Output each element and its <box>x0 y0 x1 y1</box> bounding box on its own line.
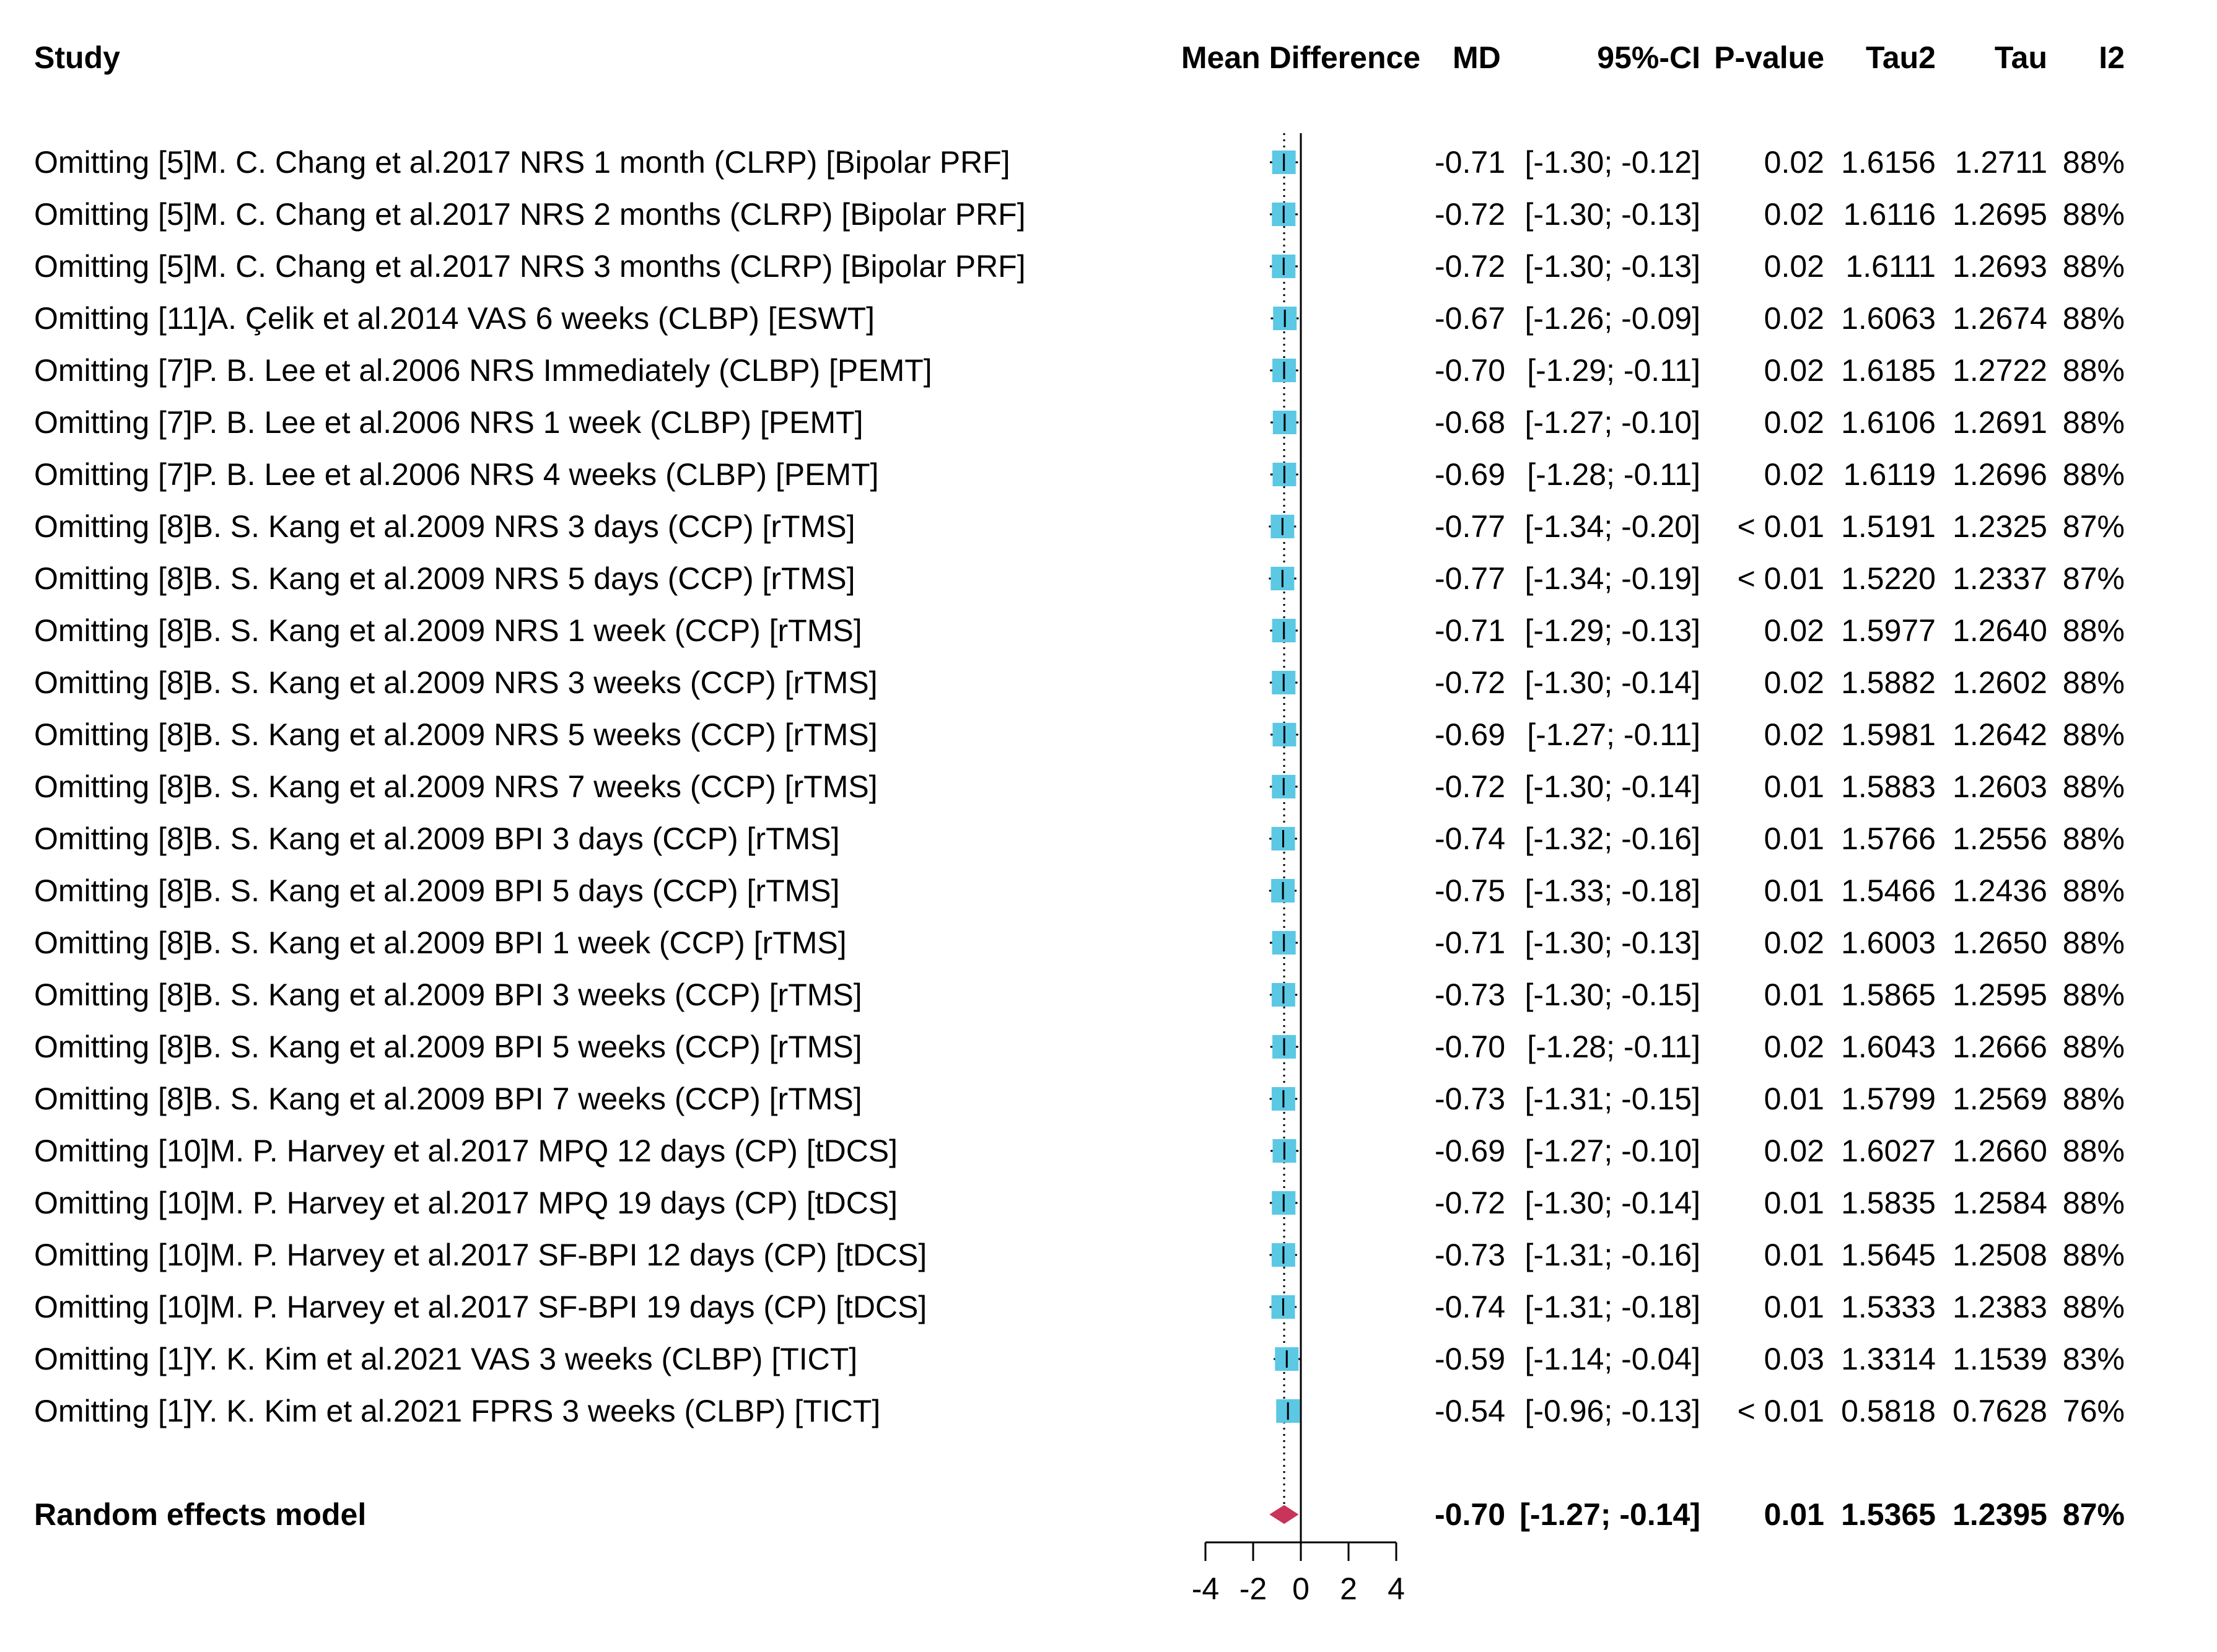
i2-value: 88% <box>2062 1134 2125 1168</box>
table-row <box>34 1394 2125 1428</box>
tau-value: 1.2693 <box>1952 249 2047 284</box>
p-value: 0.02 <box>1764 457 1824 492</box>
table-row <box>34 613 2125 648</box>
study-label: Omitting [8]B. S. Kang et al.2009 BPI 5 days (CCP) [rTMS] <box>34 873 840 908</box>
p-value: 0.01 <box>1764 1186 1824 1220</box>
table-row <box>34 197 2125 232</box>
md-value: -0.54 <box>1435 1394 1505 1428</box>
md-value: -0.72 <box>1435 665 1505 700</box>
tau2-value: 1.5882 <box>1841 665 1936 700</box>
p-value: 0.01 <box>1764 769 1824 804</box>
x-tick-label: 0 <box>1292 1571 1310 1606</box>
ci-value: [-1.27; -0.10] <box>1524 405 1700 440</box>
ci-value: [-1.33; -0.18] <box>1524 873 1700 908</box>
header-study: Study <box>34 40 120 75</box>
tau-value: 1.2711 <box>1954 145 2047 180</box>
summary-md-value: -0.70 <box>1435 1497 1505 1532</box>
md-value: -0.74 <box>1435 821 1505 856</box>
header-tau: Tau <box>1994 40 2047 75</box>
i2-value: 83% <box>2062 1342 2125 1376</box>
p-value: 0.02 <box>1764 717 1824 752</box>
i2-value: 88% <box>2062 1029 2125 1064</box>
p-value: 0.02 <box>1764 145 1824 180</box>
tau-value: 1.2584 <box>1952 1186 2047 1220</box>
x-tick-label: -4 <box>1191 1571 1220 1606</box>
study-label: Omitting [8]B. S. Kang et al.2009 NRS 5 weeks (CCP) [rTMS] <box>34 717 878 752</box>
tau-value: 1.2556 <box>1952 821 2047 856</box>
i2-value: 88% <box>2062 353 2125 388</box>
ci-value: [-1.27; -0.10] <box>1524 1134 1700 1168</box>
md-value: -0.69 <box>1435 457 1505 492</box>
ci-value: [-1.30; -0.14] <box>1524 665 1700 700</box>
table-row <box>34 717 2125 752</box>
ci-value: [-1.30; -0.13] <box>1524 249 1700 284</box>
ci-value: [-1.28; -0.11] <box>1527 1029 1700 1064</box>
i2-value: 88% <box>2062 977 2125 1012</box>
study-label: Omitting [10]M. P. Harvey et al.2017 MPQ 19 days (CP) [tDCS] <box>34 1186 898 1220</box>
table-row <box>34 249 2125 284</box>
study-label: Omitting [8]B. S. Kang et al.2009 BPI 1 week (CCP) [rTMS] <box>34 925 847 960</box>
header-ci: 95%-CI <box>1597 40 1700 75</box>
p-value: 0.02 <box>1764 1029 1824 1064</box>
study-label: Omitting [7]P. B. Lee et al.2006 NRS 4 weeks (CLBP) [PEMT] <box>34 457 879 492</box>
table-row <box>34 145 2125 180</box>
header-i2: I2 <box>2099 40 2125 75</box>
md-value: -0.74 <box>1435 1290 1505 1324</box>
md-value: -0.69 <box>1435 717 1505 752</box>
study-label: Omitting [1]Y. K. Kim et al.2021 VAS 3 weeks (CLBP) [TICT] <box>34 1342 858 1376</box>
tau-value: 1.2695 <box>1952 197 2047 232</box>
tau-value: 1.2640 <box>1952 613 2047 648</box>
ci-value: [-1.14; -0.04] <box>1524 1342 1700 1376</box>
study-label: Omitting [10]M. P. Harvey et al.2017 SF-BPI 19 days (CP) [tDCS] <box>34 1290 927 1324</box>
study-label: Omitting [8]B. S. Kang et al.2009 BPI 5 weeks (CCP) [rTMS] <box>34 1029 862 1064</box>
tau-value: 1.2603 <box>1952 769 2047 804</box>
ci-value: [-1.30; -0.14] <box>1524 1186 1700 1220</box>
ci-value: [-1.30; -0.14] <box>1524 769 1700 804</box>
ci-value: [-1.30; -0.12] <box>1524 145 1700 180</box>
table-row <box>34 301 2125 336</box>
study-label: Omitting [5]M. C. Chang et al.2017 NRS 1 month (CLRP) [Bipolar PRF] <box>34 145 1010 180</box>
p-value: 0.03 <box>1764 1342 1824 1376</box>
md-value: -0.68 <box>1435 405 1505 440</box>
i2-value: 76% <box>2062 1394 2125 1428</box>
x-tick-label: 2 <box>1340 1571 1357 1606</box>
tau2-value: 1.5645 <box>1841 1238 1936 1272</box>
ci-value: [-1.31; -0.16] <box>1524 1238 1700 1272</box>
p-value: 0.01 <box>1764 1290 1824 1324</box>
tau2-value: 1.5466 <box>1841 873 1936 908</box>
header-tau2: Tau2 <box>1866 40 1936 75</box>
study-label: Omitting [11]A. Çelik et al.2014 VAS 6 weeks (CLBP) [ESWT] <box>34 301 875 336</box>
p-value: 0.01 <box>1764 1238 1824 1272</box>
md-value: -0.59 <box>1435 1342 1505 1376</box>
summary-i2-value: 87% <box>2062 1497 2125 1532</box>
tau-value: 1.2337 <box>1952 561 2047 596</box>
study-label: Omitting [7]P. B. Lee et al.2006 NRS 1 week (CLBP) [PEMT] <box>34 405 864 440</box>
study-label: Omitting [8]B. S. Kang et al.2009 NRS 1 week (CCP) [rTMS] <box>34 613 862 648</box>
tau-value: 1.2660 <box>1952 1134 2047 1168</box>
i2-value: 87% <box>2062 509 2125 544</box>
p-value: 0.02 <box>1764 301 1824 336</box>
ci-value: [-1.28; -0.11] <box>1527 457 1700 492</box>
p-value: 0.01 <box>1764 977 1824 1012</box>
i2-value: 88% <box>2062 1186 2125 1220</box>
p-value: 0.02 <box>1764 405 1824 440</box>
table-row <box>34 1290 2125 1324</box>
tau2-value: 1.6027 <box>1841 1134 1936 1168</box>
md-value: -0.70 <box>1435 1029 1505 1064</box>
md-value: -0.73 <box>1435 1238 1505 1272</box>
i2-value: 88% <box>2062 1290 2125 1324</box>
x-axis <box>1192 1542 1405 1606</box>
tau-value: 1.2508 <box>1952 1238 2047 1272</box>
ci-value: [-1.30; -0.13] <box>1524 925 1700 960</box>
md-value: -0.73 <box>1435 1082 1505 1116</box>
tau-value: 1.2325 <box>1952 509 2047 544</box>
tau-value: 1.2642 <box>1952 717 2047 752</box>
i2-value: 88% <box>2062 925 2125 960</box>
p-value: < 0.01 <box>1737 561 1824 596</box>
table-row <box>34 1134 2125 1168</box>
study-label: Omitting [10]M. P. Harvey et al.2017 SF-BPI 12 days (CP) [tDCS] <box>34 1238 927 1272</box>
i2-value: 88% <box>2062 1082 2125 1116</box>
p-value: 0.02 <box>1764 353 1824 388</box>
ci-value: [-1.32; -0.16] <box>1524 821 1700 856</box>
tau2-value: 1.5981 <box>1841 717 1936 752</box>
ci-value: [-1.26; -0.09] <box>1524 301 1700 336</box>
tau2-value: 1.5835 <box>1841 1186 1936 1220</box>
md-value: -0.67 <box>1435 301 1505 336</box>
study-rows <box>34 145 2125 1428</box>
ci-value: [-1.31; -0.18] <box>1524 1290 1700 1324</box>
p-value: 0.01 <box>1764 873 1824 908</box>
study-label: Omitting [8]B. S. Kang et al.2009 NRS 5 days (CCP) [rTMS] <box>34 561 855 596</box>
summary-ci-value: [-1.27; -0.14] <box>1520 1497 1700 1532</box>
md-value: -0.72 <box>1435 769 1505 804</box>
study-label: Omitting [8]B. S. Kang et al.2009 NRS 7 weeks (CCP) [rTMS] <box>34 769 878 804</box>
tau2-value: 1.5865 <box>1841 977 1936 1012</box>
ci-value: [-1.31; -0.15] <box>1524 1082 1700 1116</box>
tau2-value: 1.5766 <box>1841 821 1936 856</box>
p-value: 0.02 <box>1764 1134 1824 1168</box>
tau2-value: 0.5818 <box>1841 1394 1936 1428</box>
p-value: 0.02 <box>1764 665 1824 700</box>
md-value: -0.72 <box>1435 249 1505 284</box>
ci-value: [-1.30; -0.15] <box>1524 977 1700 1012</box>
tau2-value: 1.6119 <box>1843 457 1936 492</box>
tau-value: 1.2569 <box>1952 1082 2047 1116</box>
ci-value: [-1.29; -0.11] <box>1527 353 1700 388</box>
table-row <box>34 925 2125 960</box>
i2-value: 88% <box>2062 405 2125 440</box>
ci-value: [-1.27; -0.11] <box>1527 717 1700 752</box>
tau-value: 1.1539 <box>1952 1342 2047 1376</box>
tau-value: 1.2674 <box>1952 301 2047 336</box>
tau-value: 1.2436 <box>1952 873 2047 908</box>
p-value: 0.01 <box>1764 1082 1824 1116</box>
table-row <box>34 1238 2125 1272</box>
summary-tau2-value: 1.5365 <box>1841 1497 1936 1532</box>
tau2-value: 1.3314 <box>1841 1342 1936 1376</box>
md-value: -0.75 <box>1435 873 1505 908</box>
i2-value: 88% <box>2062 821 2125 856</box>
tau2-value: 1.6003 <box>1841 925 1936 960</box>
study-label: Omitting [7]P. B. Lee et al.2006 NRS Immediately (CLBP) [PEMT] <box>34 353 932 388</box>
x-tick-label: 4 <box>1388 1571 1405 1606</box>
tau-value: 1.2696 <box>1952 457 2047 492</box>
study-label: Omitting [8]B. S. Kang et al.2009 NRS 3 weeks (CCP) [rTMS] <box>34 665 878 700</box>
header-plot: Mean Difference <box>1181 40 1421 75</box>
header-pvalue: P-value <box>1714 40 1824 75</box>
tau-value: 1.2602 <box>1952 665 2047 700</box>
tau2-value: 1.6063 <box>1841 301 1936 336</box>
p-value: 0.02 <box>1764 925 1824 960</box>
i2-value: 88% <box>2062 613 2125 648</box>
study-label: Omitting [8]B. S. Kang et al.2009 BPI 3 weeks (CCP) [rTMS] <box>34 977 862 1012</box>
tau-value: 1.2691 <box>1952 405 2047 440</box>
ci-value: [-1.34; -0.19] <box>1524 561 1700 596</box>
tau2-value: 1.5977 <box>1841 613 1936 648</box>
i2-value: 88% <box>2062 873 2125 908</box>
ci-value: [-1.29; -0.13] <box>1524 613 1700 648</box>
md-value: -0.77 <box>1435 561 1505 596</box>
i2-value: 87% <box>2062 561 2125 596</box>
table-row <box>34 1082 2125 1116</box>
tau2-value: 1.6156 <box>1841 145 1936 180</box>
tau-value: 0.7628 <box>1952 1394 2047 1428</box>
md-value: -0.71 <box>1435 613 1505 648</box>
table-row <box>34 769 2125 804</box>
study-label: Omitting [8]B. S. Kang et al.2009 BPI 3 days (CCP) [rTMS] <box>34 821 840 856</box>
tau-value: 1.2383 <box>1952 1290 2047 1324</box>
study-label: Omitting [8]B. S. Kang et al.2009 NRS 3 days (CCP) [rTMS] <box>34 509 855 544</box>
table-row <box>34 457 2125 492</box>
p-value: 0.02 <box>1764 249 1824 284</box>
table-row <box>34 509 2125 544</box>
p-value: < 0.01 <box>1737 1394 1824 1428</box>
table-row <box>34 873 2125 908</box>
i2-value: 88% <box>2062 301 2125 336</box>
i2-value: 88% <box>2062 665 2125 700</box>
ci-value: [-1.34; -0.20] <box>1524 509 1700 544</box>
tau2-value: 1.5799 <box>1841 1082 1936 1116</box>
tau2-value: 1.6106 <box>1841 405 1936 440</box>
md-value: -0.73 <box>1435 977 1505 1012</box>
study-label: Omitting [5]M. C. Chang et al.2017 NRS 3 months (CLRP) [Bipolar PRF] <box>34 249 1026 284</box>
tau2-value: 1.6185 <box>1841 353 1936 388</box>
i2-value: 88% <box>2062 197 2125 232</box>
table-row <box>34 561 2125 596</box>
summary-row <box>34 1497 2125 1532</box>
table-row <box>34 977 2125 1012</box>
tau-value: 1.2666 <box>1952 1029 2047 1064</box>
table-row <box>34 1186 2125 1220</box>
study-label: Omitting [5]M. C. Chang et al.2017 NRS 2 months (CLRP) [Bipolar PRF] <box>34 197 1026 232</box>
table-row <box>34 353 2125 388</box>
table-row <box>34 1342 2125 1376</box>
tau2-value: 1.6111 <box>1845 249 1936 284</box>
tau2-value: 1.6116 <box>1843 197 1936 232</box>
table-row <box>34 821 2125 856</box>
md-value: -0.71 <box>1435 925 1505 960</box>
header-md: MD <box>1453 40 1501 75</box>
md-value: -0.69 <box>1435 1134 1505 1168</box>
x-tick-label: -2 <box>1239 1571 1267 1606</box>
ci-value: [-0.96; -0.13] <box>1524 1394 1700 1428</box>
i2-value: 88% <box>2062 145 2125 180</box>
summary-tau-value: 1.2395 <box>1952 1497 2047 1532</box>
summary-label: Random effects model <box>34 1497 367 1532</box>
study-label: Omitting [10]M. P. Harvey et al.2017 MPQ 12 days (CP) [tDCS] <box>34 1134 898 1168</box>
table-row <box>34 405 2125 440</box>
tau2-value: 1.6043 <box>1841 1029 1936 1064</box>
tau-value: 1.2722 <box>1952 353 2047 388</box>
summary-p-value: 0.01 <box>1764 1497 1824 1532</box>
tau2-value: 1.5220 <box>1841 561 1936 596</box>
table-row <box>34 665 2125 700</box>
md-value: -0.72 <box>1435 1186 1505 1220</box>
p-value: 0.02 <box>1764 197 1824 232</box>
tau-value: 1.2595 <box>1952 977 2047 1012</box>
study-label: Omitting [8]B. S. Kang et al.2009 BPI 7 weeks (CCP) [rTMS] <box>34 1082 862 1116</box>
tau2-value: 1.5883 <box>1841 769 1936 804</box>
p-value: 0.02 <box>1764 613 1824 648</box>
i2-value: 88% <box>2062 717 2125 752</box>
ci-value: [-1.30; -0.13] <box>1524 197 1700 232</box>
i2-value: 88% <box>2062 769 2125 804</box>
p-value: 0.01 <box>1764 821 1824 856</box>
md-value: -0.77 <box>1435 509 1505 544</box>
tau2-value: 1.5191 <box>1841 509 1936 544</box>
md-value: -0.70 <box>1435 353 1505 388</box>
tau2-value: 1.5333 <box>1841 1290 1936 1324</box>
i2-value: 88% <box>2062 1238 2125 1272</box>
study-label: Omitting [1]Y. K. Kim et al.2021 FPRS 3 weeks (CLBP) [TICT] <box>34 1394 881 1428</box>
summary-diamond <box>1270 1506 1298 1523</box>
i2-value: 88% <box>2062 457 2125 492</box>
md-value: -0.71 <box>1435 145 1505 180</box>
p-value: < 0.01 <box>1737 509 1824 544</box>
i2-value: 88% <box>2062 249 2125 284</box>
tau-value: 1.2650 <box>1952 925 2047 960</box>
md-value: -0.72 <box>1435 197 1505 232</box>
table-row <box>34 1029 2125 1064</box>
